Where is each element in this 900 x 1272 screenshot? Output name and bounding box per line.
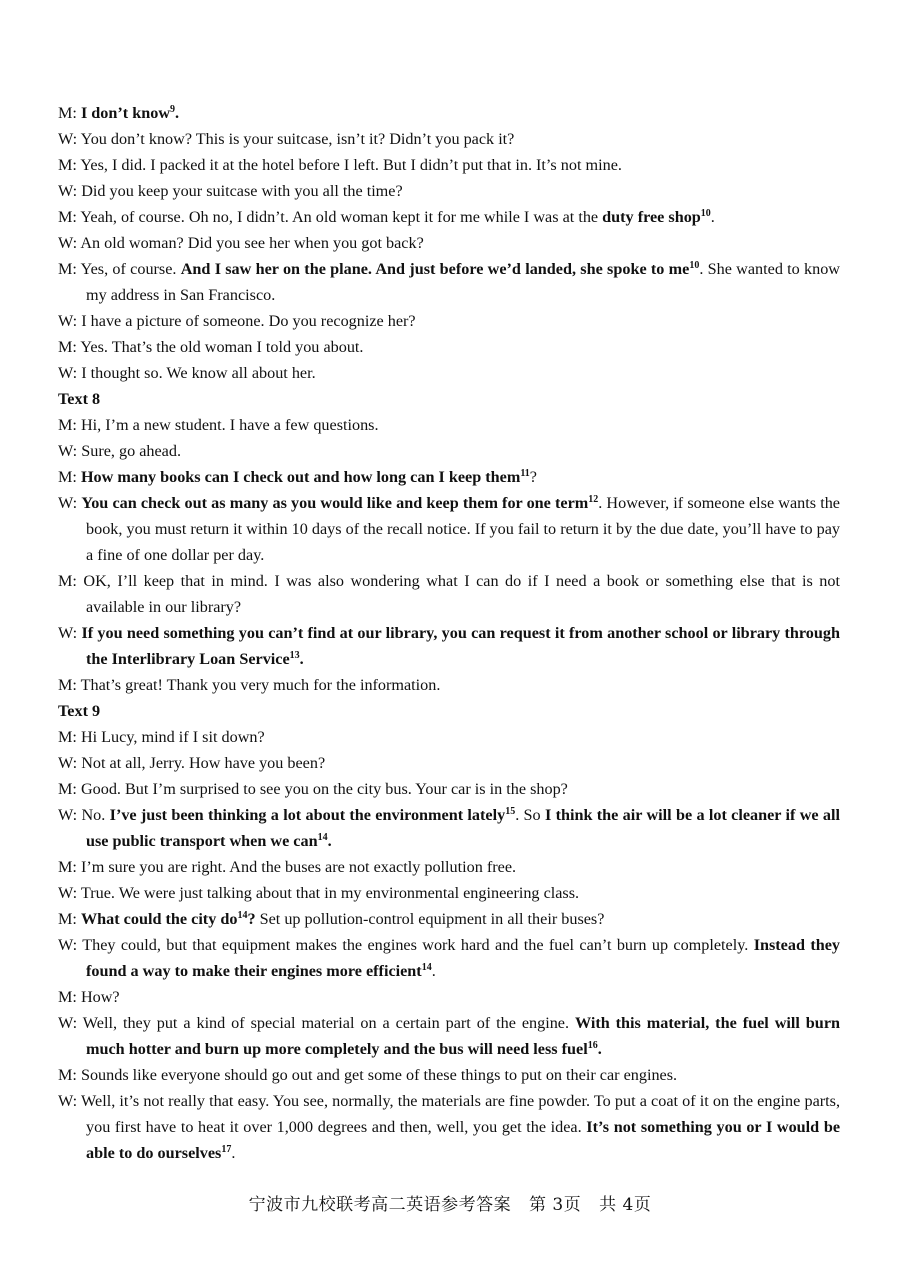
line-text: M: Yeah, of course. Oh no, I didn’t. An old woman kept it for me while I was at the (58, 208, 603, 226)
dialogue-line (58, 776, 840, 802)
answer-highlight: Instead they found a way to make their engines more efficient (86, 936, 840, 980)
dialogue-line (58, 178, 840, 204)
page-footer (0, 1190, 900, 1215)
line-text: M: (58, 910, 81, 928)
line-text: W: You don’t know? This is your suitcase, isn’t it? Didn’t you pack it? (58, 130, 515, 148)
line-text: . She wanted to know my address in San Francisco. (86, 260, 841, 304)
line-text: M: That’s great! Thank you very much for the information. (58, 676, 441, 694)
answer-highlight: I think the air will be a lot cleaner if we all use public transport when we can (86, 806, 840, 850)
dialogue-line (58, 1088, 840, 1166)
answer-number: 10 (689, 260, 700, 271)
dialogue-line (58, 724, 840, 750)
line-text: M: Yes. That’s the old woman I told you about. (58, 338, 364, 356)
answer-number: 16 (587, 1040, 598, 1051)
answer-highlight: It’s not something you or I would be able to do ourselves (86, 1118, 841, 1162)
line-text: M: Yes, of course. (58, 260, 181, 278)
dialogue-line (58, 412, 840, 438)
line-text: W: Well, it’s not really that easy. You see, normally, the materials are fine powder. To put a coat of it on the engine parts, you first have to heat it over 1,000 degrees and then, well, you get the idea. (58, 1092, 840, 1136)
answer-highlight: . (175, 104, 180, 122)
line-text: W: I thought so. We know all about her. (58, 364, 316, 382)
dialogue-line (58, 906, 840, 932)
dialogue-line (58, 854, 840, 880)
footer-page-total: 共 4页 (599, 1195, 652, 1215)
answer-highlight: And I saw her on the plane. And just before we’d landed, she spoke to me (180, 260, 690, 278)
dialogue-line (58, 984, 840, 1010)
dialogue-line (58, 568, 840, 620)
dialogue-line (58, 204, 840, 230)
answer-number: 17 (221, 1144, 232, 1155)
line-text: Text 8 (58, 390, 101, 408)
footer-page-number: 第 3页 (529, 1195, 582, 1215)
dialogue-line (58, 100, 840, 126)
line-text: W: I have a picture of someone. Do you recognize her? (58, 312, 416, 330)
dialogue-line (58, 438, 840, 464)
line-text: M: (58, 468, 81, 486)
answer-highlight: ? (247, 910, 256, 928)
dialogue-line (58, 802, 840, 854)
line-text: W: Not at all, Jerry. How have you been? (58, 754, 326, 772)
answer-document (58, 100, 840, 1166)
line-text: M: OK, I’ll keep that in mind. I was also wondering what I can do if I need a book or something else that is not available in our library? (58, 572, 840, 616)
dialogue-line (58, 1010, 840, 1062)
line-text: W: (58, 494, 82, 512)
answer-number: 10 (700, 208, 711, 219)
line-text: W: Well, they put a kind of special material on a certain part of the engine. (58, 1014, 575, 1032)
answer-highlight: I’ve just been thinking a lot about the environment lately (109, 806, 506, 824)
answer-number: 15 (505, 806, 516, 817)
line-text: M: Hi, I’m a new student. I have a few questions. (58, 416, 379, 434)
dialogue-line (58, 672, 840, 698)
dialogue-line (58, 932, 840, 984)
line-text: ? (529, 468, 537, 486)
answer-number: 14 (237, 910, 248, 921)
answer-highlight: With this material, the fuel will burn much hotter and burn up more completely and the bus will need less fuel (86, 1014, 841, 1058)
line-text: W: An old woman? Did you see her when you got back? (58, 234, 424, 252)
section-heading (58, 698, 840, 724)
dialogue-line (58, 230, 840, 256)
dialogue-line (58, 126, 840, 152)
answer-number: 13 (289, 650, 300, 661)
dialogue-line (58, 308, 840, 334)
line-text: M: (58, 104, 81, 122)
answer-highlight: . (327, 832, 332, 850)
answer-highlight: What could the city do (80, 910, 238, 928)
dialogue-line (58, 880, 840, 906)
answer-number: 11 (520, 468, 530, 479)
line-text: . (431, 962, 436, 980)
line-text: M: How? (58, 988, 120, 1006)
line-text: M: I’m sure you are right. And the buses are not exactly pollution free. (58, 858, 517, 876)
footer-title: 宁波市九校联考高二英语参考答案 (248, 1195, 512, 1215)
dialogue-line (58, 256, 840, 308)
line-text: W: No. (58, 806, 110, 824)
line-text: . (710, 208, 715, 226)
dialogue-line (58, 620, 840, 672)
answer-number: 14 (317, 832, 328, 843)
dialogue-line (58, 1062, 840, 1088)
answer-highlight: . (299, 650, 304, 668)
line-text: . (231, 1144, 236, 1162)
answer-number: 14 (421, 962, 432, 973)
answer-number: 9 (170, 104, 176, 115)
answer-number: 12 (588, 494, 599, 505)
line-text: Text 9 (58, 702, 101, 720)
line-text: M: Sounds like everyone should go out and get some of these things to put on their car engines. (58, 1066, 678, 1084)
answer-highlight: duty free shop (602, 208, 701, 226)
line-text: M: Good. But I’m surprised to see you on the city bus. Your car is in the shop? (58, 780, 568, 798)
dialogue-line (58, 464, 840, 490)
dialogue-line (58, 360, 840, 386)
line-text: W: They could, but that equipment makes the engines work hard and the fuel can’t burn up completely. (58, 936, 754, 954)
answer-highlight: If you need something you can’t find at our library, you can request it from another school or library through the Interlibrary Loan Service (81, 624, 840, 668)
dialogue-line (58, 490, 840, 568)
dialogue-line (58, 334, 840, 360)
line-text: W: Did you keep your suitcase with you all the time? (58, 182, 403, 200)
dialogue-line (58, 750, 840, 776)
answer-highlight: You can check out as many as you would like and keep them for one term (81, 494, 589, 512)
answer-highlight: I don’t know (80, 104, 171, 122)
section-heading (58, 386, 840, 412)
line-text: Set up pollution-control equipment in all their buses? (255, 910, 605, 928)
line-text: W: True. We were just talking about that in my environmental engineering class. (58, 884, 580, 902)
answer-highlight: How many books can I check out and how long can I keep them (80, 468, 521, 486)
answer-highlight: . (597, 1040, 602, 1058)
dialogue-line (58, 152, 840, 178)
line-text: . However, if someone else wants the book, you must return it within 10 days of the recall notice. If you fail to return it by the due date, you’ll have to pay a fine of one dollar per day. (86, 494, 840, 564)
line-text: W: (58, 624, 82, 642)
line-text: M: Yes, I did. I packed it at the hotel before I left. But I didn’t put that in. It’s not mine. (58, 156, 622, 174)
line-text: . So (515, 806, 545, 824)
line-text: W: Sure, go ahead. (58, 442, 182, 460)
line-text: M: Hi Lucy, mind if I sit down? (58, 728, 265, 746)
